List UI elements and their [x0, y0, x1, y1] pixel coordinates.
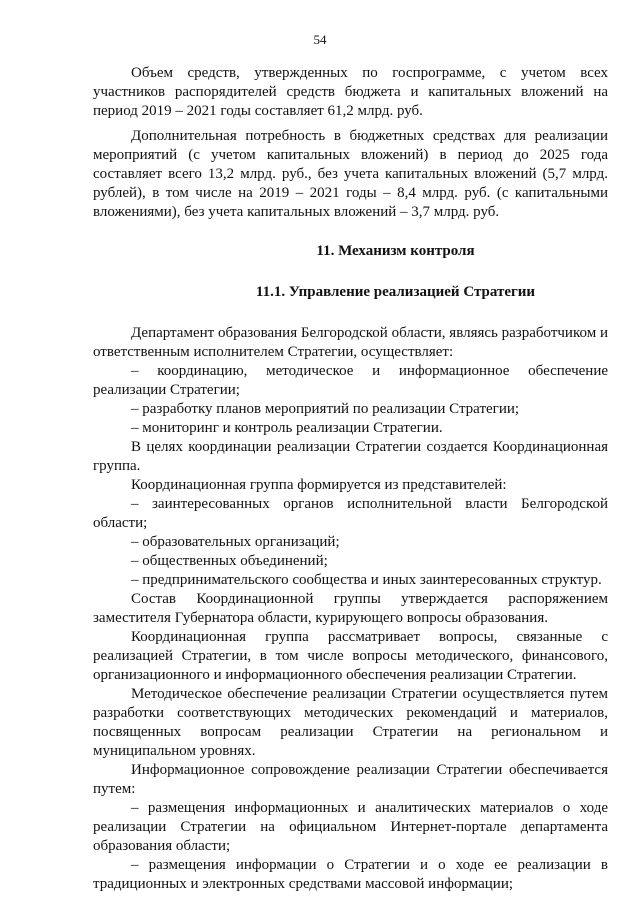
list-item: – заинтересованных органов исполнительной власти Белгородской области;: [93, 496, 608, 531]
paragraph: Дополнительная потребность в бюджетных средствах для реализации мероприятий (с учетом капитальных вложений) в период до 2025 года составляет всего 13,2 млрд. руб., без учета капитальных вложений (5,7 млрд. рублей), в том числе на 2019 – 2021 годы – 8,4 млрд. руб. (с капитальными вложениями), без учета капитальных вложений – 3,7 млрд. руб.: [93, 128, 608, 220]
list-item: – размещения информации о Стратегии и о ходе ее реализации в традиционных и электронных средствами массовой информации;: [93, 857, 608, 892]
paragraph: Информационное сопровождение реализации Стратегии обеспечивается путем:: [93, 762, 608, 797]
paragraph: Методическое обеспечение реализации Стратегии осуществляется путем разработки соответствующих методических рекомендаций и материалов, посвященных вопросам реализации Стратегии на региональном и муниципальном уровнях.: [93, 686, 608, 759]
list-item: – предпринимательского сообщества и иных заинтересованных структур.: [131, 572, 602, 588]
section-heading: 11. Механизм контроля: [316, 243, 475, 259]
list-item: – разработку планов мероприятий по реализации Стратегии;: [131, 401, 520, 417]
list-item: – размещения информационных и аналитических материалов о ходе реализации Стратегии на официальном Интернет-портале департамента образования области;: [93, 800, 608, 854]
document-content: [93, 64, 608, 894]
paragraph: В целях координации реализации Стратегии создается Координационная группа.: [93, 439, 608, 474]
page-number: 54: [313, 32, 327, 47]
subsection-heading: 11.1. Управление реализацией Стратегии: [255, 284, 536, 300]
list-item: – координацию, методическое и информационное обеспечение реализации Стратегии;: [93, 363, 608, 398]
paragraph: Координационная группа рассматривает вопросы, связанные с реализацией Стратегии, в том числе вопросы методического, финансового, организационного и информационного обеспечения реализации Стратегии.: [93, 629, 608, 683]
paragraph: Департамент образования Белгородской области, являясь разработчиком и ответственным исполнителем Стратегии, осуществляет:: [93, 325, 608, 360]
paragraph: Состав Координационной группы утверждается распоряжением заместителя Губернатора области, курирующего вопросы образования.: [93, 591, 608, 626]
list-item: – образовательных организаций;: [131, 534, 340, 550]
list-item: – мониторинг и контроль реализации Стратегии.: [131, 420, 443, 436]
paragraph: Координационная группа формируется из представителей:: [131, 477, 507, 493]
paragraph: Объем средств, утвержденных по госпрограмме, с учетом всех участников распорядителей средств бюджета и капитальных вложений на период 2019 – 2021 годы составляет 61,2 млрд. руб.: [93, 65, 608, 119]
list-item: – общественных объединений;: [131, 553, 328, 569]
